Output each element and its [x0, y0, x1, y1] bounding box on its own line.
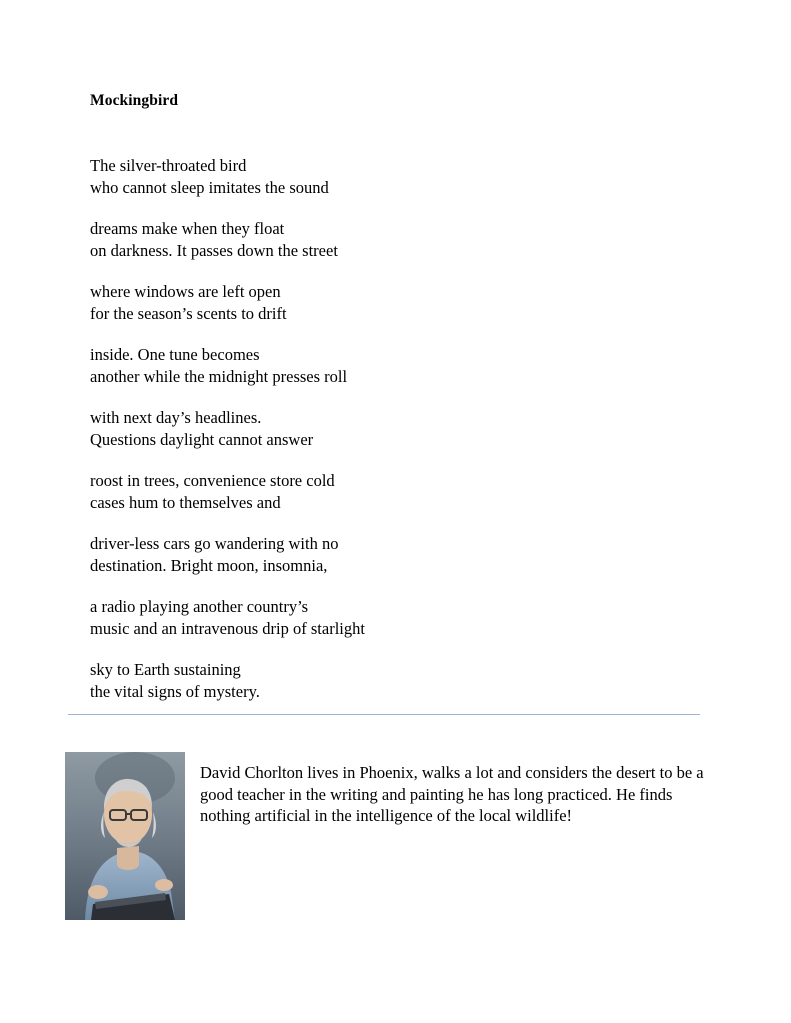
poem-line: music and an intravenous drip of starlight	[90, 618, 365, 638]
poem-stanza	[90, 281, 650, 324]
poem-line: the vital signs of mystery.	[90, 681, 260, 701]
poem-stanza	[90, 596, 650, 639]
avatar	[65, 752, 185, 920]
poem-line: on darkness. It passes down the street	[90, 240, 338, 260]
poem-line: inside. One tune becomes	[90, 345, 260, 364]
page-title: Mockingbird	[90, 92, 179, 109]
poem-body	[90, 155, 650, 722]
poem-line: with next day’s headlines.	[90, 408, 262, 427]
poem-line: destination. Bright moon, insomnia,	[90, 555, 328, 575]
poem-line: where windows are left open	[90, 282, 281, 301]
poem-line: another while the midnight presses roll	[90, 366, 348, 386]
poem-line: a radio playing another country’s	[90, 597, 309, 616]
poem-stanza	[90, 344, 650, 387]
poem-line: who cannot sleep imitates the sound	[90, 177, 329, 197]
poem-stanza	[90, 470, 650, 513]
poem-line: roost in trees, convenience store cold	[90, 471, 335, 490]
poem-line: sky to Earth sustaining	[90, 660, 241, 679]
poem-line: dreams make when they float	[90, 219, 285, 238]
poem-line: driver-less cars go wandering with no	[90, 534, 339, 553]
poem-stanza	[90, 407, 650, 450]
poem-stanza	[90, 218, 650, 261]
poem-stanza	[90, 659, 650, 702]
poem-line: Questions daylight cannot answer	[90, 429, 314, 449]
poem-line: for the season’s scents to drift	[90, 303, 287, 323]
section-divider	[68, 714, 700, 715]
poem-line: The silver-throated bird	[90, 156, 247, 175]
poem-stanza	[90, 533, 650, 576]
poem-line: cases hum to themselves and	[90, 492, 281, 512]
poem-stanza	[90, 155, 650, 198]
author-bio-text: David Chorlton lives in Phoenix, walks a lot and considers the desert to be a good teacher in the writing and painting he has long practiced. He finds nothing artificial in the intelligence of the local wildlife!	[200, 763, 704, 825]
